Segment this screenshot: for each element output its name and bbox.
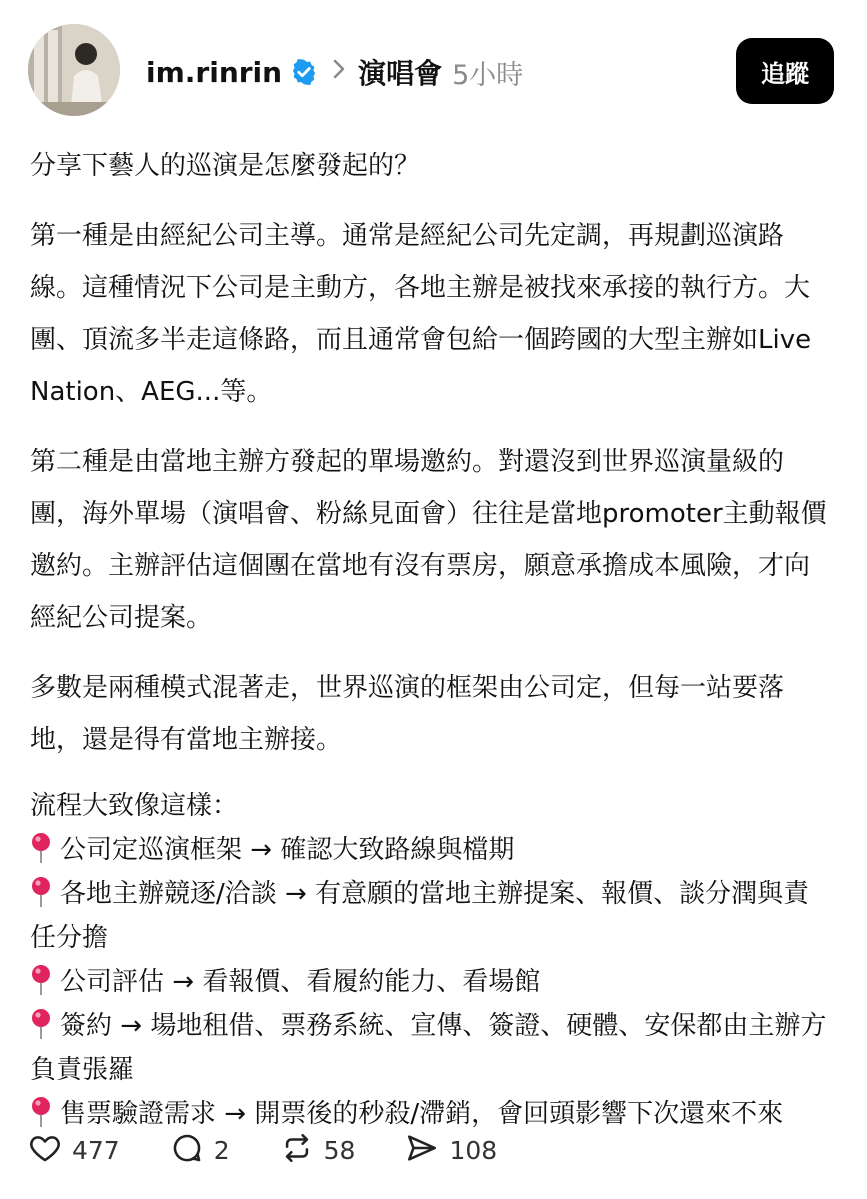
round-pushpin-icon (30, 1008, 52, 1040)
round-pushpin-icon (30, 832, 52, 864)
round-pushpin-icon (30, 964, 52, 996)
flow-item (30, 872, 830, 960)
action-bar (28, 1128, 848, 1172)
flow-item (30, 828, 830, 872)
round-pushpin-icon (30, 1096, 52, 1128)
share-button[interactable] (405, 1131, 497, 1169)
post-paragraph: 多數是兩種模式混著走，世界巡演的框架由公司定，但每一站要落地，還是得有當地主辦接。 (30, 673, 785, 755)
send-icon (405, 1131, 439, 1169)
like-count: 477 (72, 1135, 120, 1165)
chevron-right-icon (332, 57, 346, 87)
post-time: 5小時 (452, 59, 524, 91)
author-username[interactable]: im.rinrin (146, 55, 283, 89)
flow-item (30, 1004, 830, 1092)
post-paragraph: 第一種是由經紀公司主導。通常是經紀公司先定調，再規劃巡演路線。這種情況下公司是主動方，各地主辦是被找來承接的執行方。大團、頂流多半走這條路，而且通常會包給一個跨國的大型主辦如Live Nation、AEG...等。 (30, 221, 812, 407)
flow-item-text: 售票驗證需求 → 開票後的秒殺/滯銷，會回頭影響下次還來不來 (60, 1099, 784, 1129)
post-intro: 分享下藝人的巡演是怎麼發起的？ (30, 151, 421, 181)
repost-count: 58 (323, 1135, 356, 1165)
flow-list (30, 828, 830, 1136)
round-pushpin-icon (30, 876, 52, 908)
post-body (30, 140, 830, 1136)
share-count: 108 (449, 1135, 498, 1165)
flow-item-text: 各地主辦競逐/洽談 → 有意願的當地主辦提案、報價、談分潤與責任分擔 (30, 879, 810, 953)
post-header (0, 0, 867, 130)
flow-item-text: 公司評估 → 看報價、看履約能力、看場館 (60, 967, 541, 997)
flow-title: 流程大致像這樣： (30, 791, 239, 821)
post-paragraph: 第二種是由當地主辦方發起的單場邀約。對還沒到世界巡演量級的團，海外單場（演唱會、粉絲見面會）往往是當地promoter主動報價邀約。主辦評估這個團在當地有沒有票房，願意承擔成本風險，才向經紀公司提案。 (30, 447, 827, 633)
heart-icon (28, 1131, 62, 1169)
comment-count: 2 (213, 1135, 230, 1165)
author-row (146, 52, 523, 92)
like-button[interactable] (28, 1131, 120, 1169)
repost-icon (280, 1131, 314, 1169)
repost-button[interactable] (280, 1131, 356, 1169)
flow-item-text: 公司定巡演框架 → 確認大致路線與檔期 (60, 835, 515, 865)
flow-item-text: 簽約 → 場地租借、票務系統、宣傳、簽證、硬體、安保都由主辦方負責張羅 (30, 1011, 827, 1085)
follow-button[interactable]: 追蹤 (736, 38, 834, 104)
topic-tag[interactable]: 演唱會 (358, 57, 443, 90)
comment-button[interactable] (170, 1131, 230, 1169)
flow-item (30, 960, 830, 1004)
verified-badge-icon (290, 58, 318, 86)
avatar[interactable] (28, 24, 120, 116)
comment-bubble-icon (170, 1131, 204, 1169)
